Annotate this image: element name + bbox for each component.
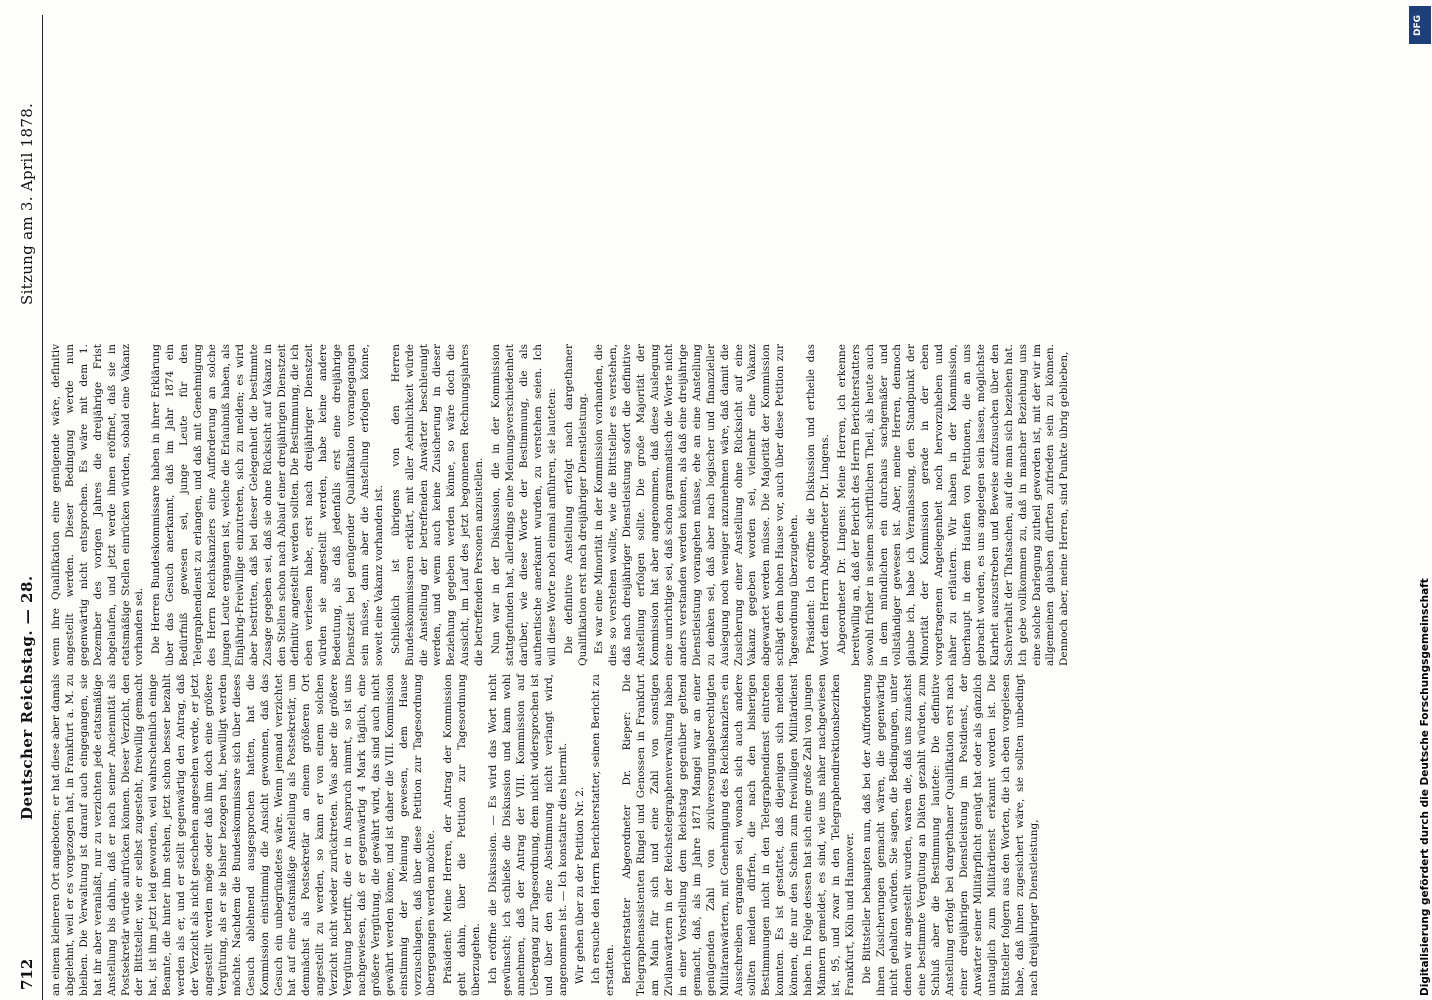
digitization-credit: Digitalisierung gefördert durch die Deutsche Forschungsgemeinschaft — [1419, 578, 1431, 996]
text-column-left — [50, 674, 1399, 996]
paragraph: Es war eine Minorität in der Kommission vorhanden, die dies so verstehen wollte, wie die Bittsteller es verstehen, daß nach dreijähriger Dienstleistung sofort die definitive Anstellung erfolgen sollte. Die große Majorität der Kommission hat aber angenommen, daß diese Auslegung eine unrichtige sei, daß schon grammatisch die Worte nicht anders verstanden werden können, als daß eine dreijährige Dienstleistung vorangehen müsse, ehe an eine Anstellung zu denken sei, daß aber nach logischer und finanzieller Auslegung noch weniger anzunehmen wäre, daß damit die Zusicherung einer Anstellung ohne Rücksicht auf eine Vakanz gegeben worden sei, vielmehr eine Vakanz abgewartet werden müsse. Die Majorität der Kommission schlägt dem hohen Hause vor, auch über diese Petition zur Tagesordnung überzugehen. — [593, 344, 801, 666]
paragraph: Schließlich ist übrigens von den Herren Bundeskommissaren erklärt, mit aller Aehnlichkeit würde die Anstellung der betreffenden Anwärter beschleunigt werden, und wenn auch keine Zusicherung in dieser Beziehung gegeben werden könne, so wäre doch die Aussicht, im Lauf des jetzt begonnenen Rechnungsjahres die betreffenden Personen anzustellen. — [389, 344, 486, 666]
quoted-provision: Die definitive Anstellung erfolgt nach dargethaner Qualifikation erst nach dreijähriger Dienstleistung. — [562, 344, 589, 666]
dfg-logo — [1409, 6, 1431, 44]
dfg-logo-text: DFG — [1413, 14, 1423, 36]
rotated-print-page — [12, 15, 1407, 1000]
paragraph: Präsident: Meine Herren, der Antrag der Kommission geht dahin, über die Petition zur Tagesordnung überzugehen. — [442, 674, 483, 996]
paragraph: Ich eröffne die Diskussion. — Es wird das Wort nicht gewünscht; ich schließe die Diskussion und kann wohl annehmen, daß der Antrag der VIII. Kommission auf Uebergang zur Tagesordnung, dem nicht widersprochen ist und über den eine Abstimmung nicht verlangt wird, angenommen ist. — Ich konstatire dies hiermit. — [487, 674, 569, 996]
page-number: 712 — [18, 958, 36, 990]
paragraph: Berichterstatter Abgeordneter Dr. Rieper: Die Telegraphenassistenten Ringel und Genossen in Frankfurt am Main für sich und eine Zahl von sonstigen Zivilanwärtern in der Reichstelegraphenverwaltung haben in einer Vorstellung dem Reichstag gegenüber geltend gemacht, daß, als im Jahre 1871 Mangel war an einer genügenden Zahl von zivilversorgungsberechtigten Militäranwärtern, mit Genehmigung des Reichskanzlers ein Ausschreiben ergangen sei, wonach sich auch andere sollten melden dürfen, die nach den bisherigen Bestimmungen nicht in den Telegraphendienst eintreten konnten. Es ist gestattet, daß diejenigen sich melden können, die nur den Schein zum freiwilligen Militärdienst haben. In Folge dessen hat sich eine große Zahl von jungen Männern gemeldet, es sind, wie uns näher nachgewiesen ist, 95, und zwar in den Telegraphendirektionsbezirken Frankfurt, Köln und Hannover. — [621, 674, 856, 996]
paragraph: wenn ihre Qualifikation eine genügende wäre, definitiv angestellt werden. Dieser Bedingung werde nun gegenwärtig nicht entsprochen. Es wäre mit dem 1. Dezember des vorigen Jahres die dreijährige Frist abgelaufen, und jetzt werde ihnen eröffnet, daß sie in etatsmäßige Stellen einrücken würden, sobald eine Vakanz vorhanden sei. — [50, 344, 146, 666]
paragraph: an einem kleineren Ort angeboten; er hat diese aber damals abgelehnt, weil er es vorgezogen hat, in Frankfurt a. M. zu bleiben. Die Verwaltung ist darauf auch eingegangen, sie hat ihr aber veranlaßt, nur zu verzichten jede etatsmäßige Anstellung bis dahin, daß er nach seiner Anciennität als Postsekretär würde aufrücken können. Dieser Verzicht, den der Bittsteller, wie er selbst zugesteht, freiwillig gemacht hat, ist ihm jetzt leid geworden, weil wahrscheinlich einige Beamte, die hinter ihm stehen, jetzt schon besser bezahlt werden als er, und er stellt gegenwärtig den Antrag, daß der Verzicht als nicht geschehen angesehen werde, er jetzt angestellt werden möge oder daß ihm doch eine größere Vergütung, als er sie bisher bezogen hat, bewilligt werden möchte. Nachdem die Bundeskommissare sich über dieses Gesuch ablehnend ausgesprochen hatten, hat die Kommission einstimmig die Ansicht gewonnen, daß das Gesuch ein unbegründetes wäre. Wenn jemand verzichtet hat auf eine etatsmäßige Anstellung als Postsekretär, um demnächst als Postsekretär an einem größeren Ort angestellt zu werden, so kann er von einem solchen Verzicht nicht wieder zurücktreten. Was aber die größere Vergütung betrifft, die er in Anspruch nimmt, so ist uns nachgewiesen, daß er gegenwärtig 4 Mark täglich, eine größere Vergütung, die gewährt wird, das sind auch nicht gewährt werden könne, und ist daher die VIII. Kommission einstimmig der Meinung gewesen, dem Hause vorzuschlagen, daß über diese Petition zur Tagesordnung übergegangen werden möchte. — [50, 674, 438, 996]
session-date: Sitzung am 3. April 1878. — [18, 102, 36, 305]
paragraph: Wir gehen über zu der Petition Nr. 2. — [573, 786, 586, 984]
journal-title: Deutscher Reichstag. — 28. — [18, 575, 36, 820]
paragraph: Die Herren Bundeskommissare haben in ihrer Erklärung über das Gesuch anerkannt, daß im Jahr 1874 ein Bedürfniß gewesen sei, junge Leute für den Telegraphendienst zu erlangen, und daß mit Genehmigung des Herrn Reichskanzlers eine Aufforderung an solche jungen Leute ergangen ist, welche die Erlaubniß haben, als Einjährig-Freiwillige einzutreten, sich zu melden; es wird aber bestritten, daß bei dieser Gelegenheit die bestimmte Zusage gegeben sei, daß sie ohne Rücksicht auf Vakanz in den Stellen schon nach Ablauf einer dreijährigen Dienstzeit definitiv angestellt werden sollten. Die Bestimmung, die ich eben verlesen habe, erst nach dreijähriger Dienstzeit würden sie angestellt werden, habe keine andere Bedeutung, als daß jedenfalls erst eine dreijährige Dienstzeit bei genügender Qualifikation vorangegangen sein müsse, dann aber die Anstellung erfolgen könne, soweit eine Vakanz vorhanden ist. — [150, 344, 385, 666]
paragraph: Ich ersuche den Herrn Berichterstatter, seinen Bericht zu erstatten. — [590, 674, 617, 996]
paragraph: Abgeordneter Dr. Lingens: Meine Herren, ich erkenne bereitwillig an, daß der Bericht des Herrn Berichterstatters sowohl früher in seinem schriftlichen Theil, als heute auch in dem mündlichen ein durchaus sachgemäßer und vollständiger gewesen ist. Aber, meine Herren, dennoch glaube ich, habe ich Veranlassung, den Standpunkt der Minorität der Kommission gerade in der eben vorgetragenen Angelegenheit noch hervorzuheben und näher zu erläutern. Wir haben in der Kommission, überhaupt in dem Haufen von Petitionen, die an uns gebracht worden, es uns angelegen sein lassen, möglichste Klarheit auszustreben und Beweise aufzusuchen über den Sachverhalt der Thatsachen, auf die man sich beziehen hat. Ich gebe vollkommen zu, daß in mancher Beziehung uns eine solche Darlegung zutheil geworden ist, mit der wir im allgemeinen glauben dürften zufrieden sein zu können. Dennoch aber, meine Herren, sind Punkte übrig geblieben, — [835, 344, 1071, 666]
text-column-middle — [50, 344, 1399, 666]
running-head — [12, 15, 43, 1000]
paragraph: Präsident: Ich eröffne die Diskussion und ertheile das Wort dem Herrn Abgeordneter Dr. Lingens. — [805, 344, 831, 666]
paragraph: Die Bittsteller behaupten nun, daß bei der Aufforderung ihnen Zusicherungen gemacht wären, die gegenwärtig nicht gehalten würden. Sie sagen, die Bedingungen, unter denen wir angestellt wurden, waren die, daß uns zunächst eine bestimmte Vergütung an Diäten gezahlt würden, zum Schluß aber die Bestimmung lautete: Die definitive Anstellung erfolgt bei dargethaner Qualifikation erst nach einer dreijährigen Dienstleistung im Postdienst, der Anwärter seiner Militärpflicht genügt hat oder als gänzlich untauglich zum Militärdienst erkannt worden ist. Die Bittsteller folgern aus den Worten, die ich eben vorgelesen habe, daß ihnen zugesichert wäre, sie sollten unbedingt nach dreijähriger Dienstleistung, — [860, 674, 1040, 996]
paragraph: Nun war in der Diskussion, die in der Kommission stattgefunden hat, allerdings eine Meinungsverschiedenheit darüber, wie diese Worte der Bestimmung, die als authentische anerkannt wurden, zu verstehen seien. Ich will diese Worte noch einmal anführen, sie lauteten: — [490, 344, 558, 666]
